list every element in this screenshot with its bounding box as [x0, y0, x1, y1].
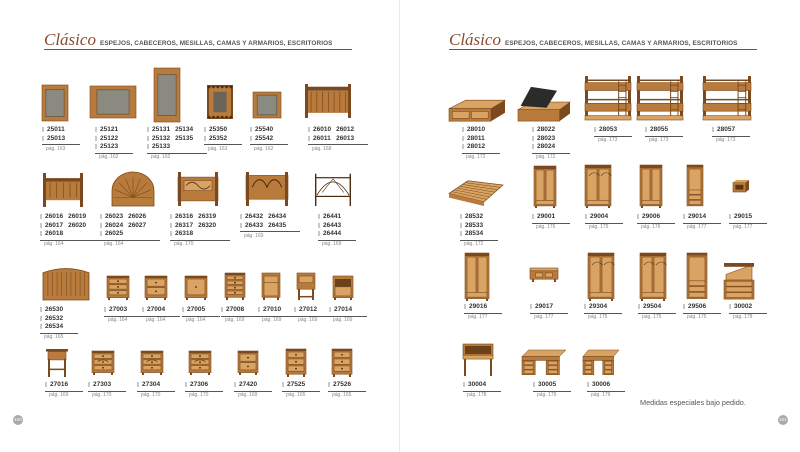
product-illustration: [463, 344, 493, 376]
product-codes: [95, 126, 118, 152]
page-reference: pág. 170: [174, 241, 194, 248]
product-code: 29001: [532, 213, 555, 222]
product-code: 26441: [318, 213, 341, 222]
product-illustration: [518, 85, 570, 123]
page-reference: pág. 175: [589, 224, 609, 231]
product-image: [449, 96, 505, 124]
product-code: 27526: [328, 381, 351, 390]
product-codes: [182, 306, 205, 315]
product-illustration: [297, 273, 315, 300]
product-image: [207, 85, 233, 119]
product-code: 26026: [128, 213, 147, 220]
product-code: 27008: [221, 306, 244, 315]
product-illustration: [178, 172, 218, 206]
product-code: 27420: [234, 381, 257, 390]
page-reference: pág. 178: [467, 392, 487, 399]
product-illustration: [585, 165, 611, 208]
left-subtitle: ESPEJOS, CABECEROS, MESILLAS, CAMAS Y ARMARIOS, ESCRITORIOS: [99, 40, 333, 47]
product-codes: [258, 306, 281, 315]
product-code: 28023: [532, 135, 555, 144]
product-codes: [147, 126, 193, 152]
page-reference: pág. 164: [44, 241, 64, 248]
product-code: 26012: [336, 126, 355, 133]
page-reference: pág. 169: [225, 317, 245, 324]
right-title: Clásico: [449, 30, 501, 49]
product-illustration: [141, 351, 163, 375]
page-reference: pág. 164: [146, 317, 166, 324]
product-image: [43, 266, 89, 300]
page-reference: pág. 179: [537, 392, 557, 399]
product-codes: [637, 213, 660, 222]
product-illustration: [225, 273, 245, 300]
product-code: 25123: [95, 143, 118, 152]
page-reference: pág. 163: [46, 145, 66, 152]
right-page-number: 101: [778, 415, 788, 425]
product-code: 26023: [100, 213, 123, 222]
product-illustration: [43, 173, 83, 207]
product-illustration: [449, 178, 503, 206]
left-header: [44, 30, 333, 50]
product-codes: [137, 381, 160, 390]
product-code: 25122: [95, 135, 118, 144]
page-reference: pág. 165: [332, 392, 352, 399]
product-codes: [533, 381, 556, 390]
page-reference: pág. 173: [598, 137, 618, 144]
product-illustration: [305, 84, 351, 118]
product-image: [703, 76, 751, 120]
product-illustration: [465, 253, 489, 301]
product-code: 27304: [137, 381, 160, 390]
product-code: 26443: [318, 222, 341, 231]
product-code: 27012: [294, 306, 317, 315]
product-code: 28055: [645, 126, 668, 135]
product-codes: [328, 381, 351, 390]
product-code: 25134: [175, 126, 194, 133]
product-code: 29004: [585, 213, 608, 222]
product-codes: [532, 126, 555, 152]
product-code: 26024: [100, 222, 123, 231]
product-codes: [250, 126, 273, 143]
product-codes: [594, 126, 617, 135]
product-illustration: [262, 273, 280, 300]
product-code: 27303: [88, 381, 111, 390]
product-illustration: [253, 92, 281, 118]
product-image: [305, 84, 351, 118]
product-code: 26016: [40, 213, 63, 222]
page-reference: pág. 169: [244, 232, 264, 239]
page-reference: pág. 169: [298, 317, 318, 324]
product-illustration: [530, 268, 558, 282]
product-code: 27010: [258, 306, 281, 315]
product-code: 26434: [268, 213, 287, 220]
product-code: 28024: [532, 143, 555, 152]
product-illustration: [640, 165, 662, 208]
product-illustration: [588, 253, 614, 301]
product-codes: [142, 306, 165, 315]
product-image: [46, 349, 68, 377]
page-reference: pág. 169: [49, 392, 69, 399]
page-reference: pág. 175: [687, 314, 707, 321]
product-illustration: [46, 349, 68, 377]
product-code: 26018: [40, 230, 63, 239]
product-codes: [240, 213, 286, 230]
product-code: 30005: [533, 381, 556, 390]
page-reference: pág. 177: [733, 224, 753, 231]
product-codes: [40, 213, 86, 239]
page-reference: pág. 168: [312, 145, 332, 152]
product-image: [585, 76, 631, 120]
product-image: [262, 273, 280, 300]
product-codes: [530, 303, 553, 312]
product-code: 28533: [460, 222, 483, 231]
product-code: 30004: [463, 381, 486, 390]
page-reference: pág. 172: [536, 154, 556, 161]
product-illustration: [42, 85, 68, 121]
product-code: 27525: [282, 381, 305, 390]
page-reference: pág. 177: [468, 314, 488, 321]
product-illustration: [637, 76, 683, 120]
product-illustration: [246, 172, 288, 206]
product-illustration: [207, 85, 233, 119]
product-code: 28012: [462, 143, 485, 152]
product-illustration: [733, 180, 749, 192]
product-code: 25011: [42, 126, 65, 135]
special-measures-note: Medidas especiales bajo pedido.: [640, 398, 746, 407]
product-image: [43, 173, 83, 207]
page-reference: pág. 164: [186, 317, 206, 324]
page-reference: pág. 162: [99, 154, 119, 161]
page-reference: pág. 172: [466, 154, 486, 161]
product-code: 26317: [170, 222, 193, 231]
product-illustration: [703, 76, 751, 120]
page-reference: pág. 165: [44, 334, 64, 341]
product-codes: [585, 213, 608, 222]
product-code: 27004: [142, 306, 165, 315]
page-reference: pág. 169: [238, 392, 258, 399]
product-codes: [683, 213, 706, 222]
product-codes: [729, 213, 752, 222]
product-codes: [460, 213, 483, 239]
product-code: 29006: [637, 213, 660, 222]
product-image: [145, 276, 167, 300]
product-code: 26432: [240, 213, 263, 222]
product-code: 28534: [460, 230, 483, 239]
product-code: 30002: [729, 303, 752, 312]
product-code: 28010: [462, 126, 485, 135]
product-illustration: [145, 276, 167, 300]
product-code: 25135: [175, 134, 194, 142]
page-reference: pág. 179: [591, 392, 611, 399]
product-illustration: [110, 172, 156, 206]
product-code: 26534: [40, 323, 63, 332]
product-image: [588, 253, 614, 301]
product-image: [246, 172, 288, 206]
product-image: [333, 276, 353, 300]
product-code: 27014: [329, 306, 352, 315]
product-code: 25132: [147, 135, 170, 144]
right-subtitle: ESPEJOS, CABECEROS, MESILLAS, CAMAS Y ARMARIOS, ESCRITORIOS: [504, 40, 738, 47]
product-codes: [638, 303, 661, 312]
product-codes: [462, 126, 485, 152]
product-codes: [329, 306, 352, 315]
page-reference: pág. 175: [642, 314, 662, 321]
product-code: 29504: [638, 303, 661, 312]
product-code: 26318: [170, 230, 193, 239]
product-illustration: [238, 351, 258, 375]
product-illustration: [687, 253, 707, 301]
product-codes: [683, 303, 706, 312]
product-codes: [221, 306, 244, 315]
product-codes: [645, 126, 668, 135]
product-image: [238, 351, 258, 375]
product-code: 26027: [128, 221, 147, 229]
product-illustration: [585, 76, 631, 120]
page-reference: pág. 170: [189, 392, 209, 399]
product-image: [530, 268, 558, 282]
product-illustration: [332, 349, 352, 377]
product-illustration: [333, 276, 353, 300]
product-illustration: [92, 351, 114, 375]
product-image: [332, 349, 352, 377]
product-code: 29506: [683, 303, 706, 312]
product-code: 29014: [683, 213, 706, 222]
product-image: [449, 178, 503, 206]
product-codes: [532, 213, 555, 222]
product-code: 25540: [250, 126, 273, 135]
product-image: [637, 76, 683, 120]
product-image: [110, 172, 156, 206]
product-illustration: [724, 263, 754, 301]
product-codes: [100, 213, 146, 239]
product-code: 27306: [185, 381, 208, 390]
product-image: [178, 172, 218, 206]
product-codes: [204, 126, 227, 143]
product-codes: [42, 126, 65, 143]
product-code: 29304: [584, 303, 607, 312]
product-code: 29016: [464, 303, 487, 312]
product-image: [687, 165, 703, 208]
product-code: 26010: [308, 126, 331, 135]
product-illustration: [185, 276, 207, 300]
page-reference: pág. 162: [151, 154, 171, 161]
product-image: [107, 276, 129, 300]
product-illustration: [534, 166, 556, 208]
product-code: 26320: [198, 221, 217, 229]
product-illustration: [640, 253, 666, 301]
page-reference: pág. 173: [716, 137, 736, 144]
product-image: [90, 86, 136, 118]
product-image: [297, 273, 315, 300]
product-code: 27005: [182, 306, 205, 315]
product-codes: [40, 306, 63, 332]
product-image: [189, 351, 211, 375]
page-reference: pág. 178: [733, 314, 753, 321]
product-code: 28022: [532, 126, 555, 135]
product-codes: [282, 381, 305, 390]
product-image: [253, 92, 281, 118]
product-code: 25542: [250, 135, 273, 144]
page-reference: pág. 177: [534, 314, 554, 321]
product-code: 26020: [68, 221, 87, 229]
product-image: [463, 344, 493, 376]
product-illustration: [107, 276, 129, 300]
left-title: Clásico: [44, 30, 96, 49]
left-page-number: 100: [13, 415, 23, 425]
product-code: 26025: [100, 230, 123, 239]
product-code: 26433: [240, 222, 263, 231]
product-codes: [587, 381, 610, 390]
product-code: 30006: [587, 381, 610, 390]
product-code: 29017: [530, 303, 553, 312]
page-reference: pág. 176: [536, 224, 556, 231]
product-image: [585, 165, 611, 208]
product-code: 28053: [594, 126, 617, 135]
product-codes: [185, 381, 208, 390]
product-code: 27003: [104, 306, 127, 315]
product-code: 29015: [729, 213, 752, 222]
page-reference: pág. 169: [262, 317, 282, 324]
product-image: [154, 68, 180, 122]
page-reference: pág. 173: [649, 137, 669, 144]
page-reference: pág. 169: [333, 317, 353, 324]
product-image: [733, 180, 749, 192]
product-code: 25352: [204, 135, 227, 144]
product-code: 26530: [40, 306, 63, 315]
product-code: 26532: [40, 315, 63, 324]
product-code: 26013: [336, 134, 355, 142]
product-codes: [318, 213, 341, 239]
product-illustration: [583, 350, 619, 376]
product-image: [583, 350, 619, 376]
product-code: 25133: [147, 143, 170, 152]
product-code: 26017: [40, 222, 63, 231]
product-code: 26316: [170, 213, 193, 222]
page-reference: pág. 170: [92, 392, 112, 399]
product-code: 25121: [95, 126, 118, 135]
product-illustration: [449, 96, 505, 124]
product-image: [92, 351, 114, 375]
product-image: [185, 276, 207, 300]
product-code: 25013: [42, 135, 65, 144]
product-illustration: [189, 351, 211, 375]
product-codes: [170, 213, 216, 239]
right-header-rule: [449, 49, 757, 50]
product-illustration: [154, 68, 180, 122]
product-image: [534, 166, 556, 208]
page-reference: pág. 165: [286, 392, 306, 399]
page-reference: pág. 172: [464, 241, 484, 248]
product-codes: [45, 381, 68, 390]
product-code: 26019: [68, 213, 87, 220]
product-illustration: [522, 350, 566, 376]
product-codes: [729, 303, 752, 312]
product-code: 26435: [268, 221, 287, 229]
product-illustration: [286, 349, 306, 377]
product-code: 27016: [45, 381, 68, 390]
product-code: 26319: [198, 213, 217, 220]
page-reference: pág. 162: [254, 145, 274, 152]
product-illustration: [687, 165, 703, 208]
product-codes: [463, 381, 486, 390]
product-codes: [712, 126, 735, 135]
page-reference: pág. 170: [141, 392, 161, 399]
product-codes: [234, 381, 257, 390]
product-code: 25350: [204, 126, 227, 135]
product-codes: [88, 381, 111, 390]
product-code: 25131: [147, 126, 170, 135]
product-image: [640, 165, 662, 208]
product-illustration: [90, 86, 136, 118]
right-header: [449, 30, 738, 50]
product-code: 26444: [318, 230, 341, 239]
product-code: 28011: [462, 135, 485, 144]
product-image: [141, 351, 163, 375]
product-codes: [584, 303, 607, 312]
product-image: [522, 350, 566, 376]
page-reference: pág. 164: [104, 241, 124, 248]
product-code: 26011: [308, 135, 331, 144]
product-codes: [308, 126, 354, 143]
product-image: [42, 85, 68, 121]
page-reference: pág. 177: [687, 224, 707, 231]
product-illustration: [43, 266, 89, 300]
product-image: [724, 263, 754, 301]
page-reference: pág. 175: [588, 314, 608, 321]
product-codes: [104, 306, 127, 315]
product-code: 28532: [460, 213, 483, 222]
product-image: [640, 253, 666, 301]
product-illustration: [315, 172, 351, 206]
product-codes: [464, 303, 487, 312]
product-image: [315, 172, 351, 206]
product-image: [518, 85, 570, 123]
product-codes: [294, 306, 317, 315]
page-reference: pág. 164: [108, 317, 128, 324]
product-image: [225, 273, 245, 300]
page-reference: pág. 176: [641, 224, 661, 231]
page-reference: pág. 163: [208, 145, 228, 152]
product-image: [286, 349, 306, 377]
product-image: [465, 253, 489, 301]
left-header-rule: [44, 49, 352, 50]
product-code: 28057: [712, 126, 735, 135]
product-image: [687, 253, 707, 301]
page-reference: pág. 169: [322, 241, 342, 248]
